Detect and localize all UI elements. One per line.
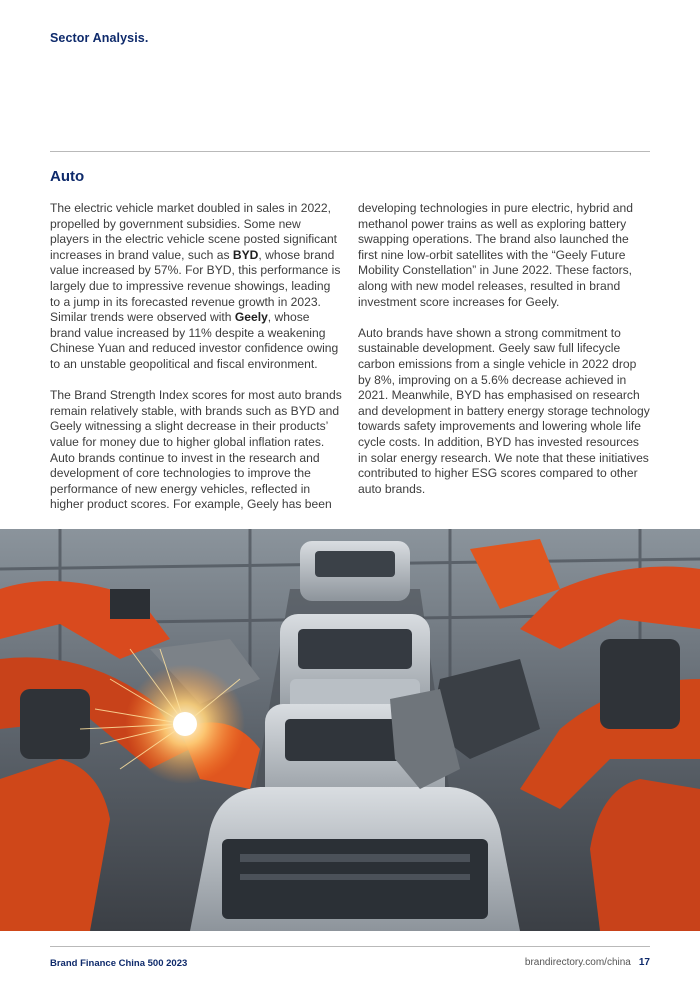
assembly-line-photo	[0, 529, 700, 931]
paragraph: developing technologies in pure electric, hybrid and methanol power trains as well as exploring battery swapping operations. The brand also launched the first nine low-orbit satellites with the “Geely Future Mobility Constellation” in June 2022. These factors, along with new model releases, resulted in brand investment score increases for Geely.	[358, 201, 633, 309]
top-divider	[50, 151, 650, 152]
footer-right	[525, 957, 650, 968]
footer-publication: Brand Finance China 500 2023	[50, 958, 188, 969]
brand-byd-bold: BYD	[232, 247, 259, 262]
article-column-right	[358, 201, 650, 513]
section-label: Sector Analysis.	[50, 31, 149, 45]
bottom-divider	[50, 946, 650, 947]
brand-geely-bold: Geely	[234, 310, 268, 325]
car-body-front	[190, 787, 520, 931]
article-column-left	[50, 201, 342, 528]
page-number: 17	[638, 957, 650, 968]
paragraph: Auto brands have shown a strong commitment to sustainable development. Geely saw full lifecycle carbon emissions from a single vehicle in 2022 drop by 8%, improving on a 5.6% decrease achieved in 2021. Meanwhile, BYD has emphasised on research and development in battery energy storage technology towards safety improvements and lowering whole life cycle costs. In addition, BYD has invested resources in solar energy research. We note that these initiatives contributed to higher ESG scores compared to other auto brands.	[358, 325, 650, 496]
paragraph: The electric vehicle market doubled in sales in 2022, propelled by government subsidies. Some new players in the electric vehicle scene posted significant increases in brand value, such as BYD, whose brand value increased by 57%. For BYD, this performance is largely due to impressive revenue showings, leading to a jump in its forecasted revenue growth in 2023. Similar trends were observed with Geely, whose brand value increased by 11% despite a weakening Chinese Yuan and reduced investor confidence owing to an unstable geopolitical and fiscal environment.	[50, 201, 341, 371]
paragraph: The Brand Strength Index scores for most auto brands remain relatively stable, with brands such as BYD and Geely witnessing a slight decrease in their products’ value for money due to higher global inflation rates. Auto brands continue to invest in the research and development of core technologies to improve the performance of new energy vehicles, reflected in higher product scores. For example, Geely has been	[50, 388, 342, 512]
car-body-far	[300, 541, 410, 601]
page-title: Auto	[50, 168, 85, 185]
footer-url[interactable]: brandirectory.com/china	[524, 957, 631, 968]
